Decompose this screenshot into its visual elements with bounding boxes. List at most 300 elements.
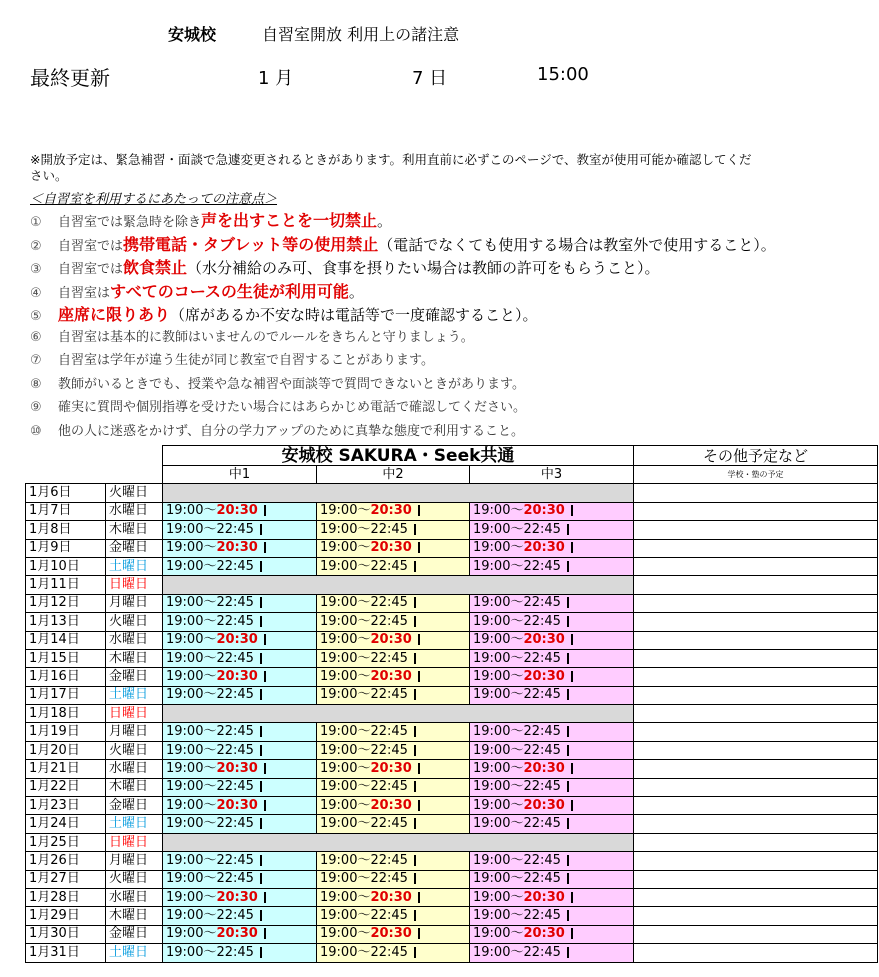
weekday-cell: 火曜日 [106,613,163,631]
grade-1-time-cell [163,723,317,741]
divider-mark [571,892,573,903]
date-cell: 1月15日 [26,649,106,667]
start-time: 19:00～ [473,521,524,537]
grade-2-time-cell [317,907,470,925]
grade-2-time-cell [317,723,470,741]
start-time: 19:00～ [473,503,524,519]
grade-2-time-cell [317,686,470,704]
weekday-cell: 水曜日 [106,631,163,649]
divider-mark [264,671,266,682]
date-cell: 1月26日 [26,852,106,870]
start-time: 19:00～ [320,558,371,574]
weekday-cell: 日曜日 [106,705,163,723]
start-time: 19:00～ [166,852,217,868]
divider-mark [571,671,573,682]
weekday-cell: 日曜日 [106,833,163,851]
date-cell: 1月9日 [26,539,106,557]
date-cell: 1月29日 [26,907,106,925]
note-text: 他の人に迷惑をかけず、自分の学力アップのために真摯な態度で利用すること。 [58,423,525,439]
other-schedule-cell [634,539,878,557]
grade-1-time-cell [163,594,317,612]
other-schedule-cell [634,613,878,631]
end-time: 22:45 [370,650,408,666]
note-text: 自習室では緊急時を除き [58,215,202,230]
note-emphasis: 携帯電話・タブレット等の使用禁止 [123,234,379,254]
divider-mark [414,910,416,921]
note-number: ⑨ [30,400,42,415]
weekday-cell: 金曜日 [106,797,163,815]
divider-mark [414,781,416,792]
end-time: 20:30 [370,926,412,942]
grade-3-time-cell [470,944,634,962]
grade-2-time-cell [317,502,470,520]
start-time: 19:00～ [166,521,217,537]
other-schedule-cell [634,502,878,520]
weekday-cell: 火曜日 [106,870,163,888]
last-updated-label: 最終更新 [30,66,110,90]
grade-3-time-cell [470,594,634,612]
end-time: 20:30 [523,926,565,942]
grade-1-time-cell [163,778,317,796]
grade-2-time-cell [317,852,470,870]
start-time: 19:00～ [320,595,371,611]
date-cell: 1月13日 [26,613,106,631]
start-time: 19:00～ [473,944,524,960]
grade-1-time-cell [163,907,317,925]
end-time: 22:45 [370,871,408,887]
note-item [30,326,474,345]
end-time: 22:45 [216,742,254,758]
start-time: 19:00～ [166,595,217,611]
divider-mark [567,873,569,884]
other-schedule-cell [634,778,878,796]
table-row [26,502,878,520]
weekday-cell: 火曜日 [106,484,163,502]
note-number: ① [30,215,42,230]
start-time: 19:00～ [320,521,371,537]
divider-mark [264,542,266,553]
end-time: 20:30 [216,797,258,813]
end-time: 20:30 [523,503,565,519]
divider-mark [418,671,420,682]
divider-mark [567,855,569,866]
start-time: 19:00～ [320,944,371,960]
weekday-cell: 火曜日 [106,741,163,759]
grade-3-time-cell [470,925,634,943]
end-time: 22:45 [370,687,408,703]
start-time: 19:00～ [166,613,217,629]
end-time: 22:45 [216,595,254,611]
start-time: 19:00～ [473,816,524,832]
grade-2-time-cell [317,944,470,962]
divider-mark [260,597,262,608]
end-time: 20:30 [523,668,565,684]
note-emphasis: 座席に限りあり [58,305,171,324]
weekday-cell: 木曜日 [106,649,163,667]
other-schedule-cell [634,870,878,888]
other-schedule-cell [634,907,878,925]
weekday-cell: 土曜日 [106,815,163,833]
note-item [30,349,434,368]
grade-2-time-cell [317,649,470,667]
divider-mark [264,800,266,811]
grade-2-time-cell [317,797,470,815]
grade-1-time-cell [163,760,317,778]
grade-1-time-cell [163,870,317,888]
grade-2-time-cell [317,925,470,943]
other-schedule-cell [634,705,878,723]
divider-mark [260,726,262,737]
table-row [26,594,878,612]
grade-3-time-cell [470,778,634,796]
end-time: 22:45 [523,650,561,666]
date-cell: 1月22日 [26,778,106,796]
note-number: ⑤ [30,309,42,324]
grade-2-time-cell [317,778,470,796]
start-time: 19:00～ [166,889,217,905]
end-time: 22:45 [216,816,254,832]
start-time: 19:00～ [166,650,217,666]
note-text: 自習室は基本的に教師はいませんのでルールをきちんと守りましょう。 [58,329,474,345]
start-time: 19:00～ [320,724,371,740]
divider-mark [571,542,573,553]
start-time: 19:00～ [166,926,217,942]
grade-2-time-cell [317,521,470,539]
table-row [26,815,878,833]
date-cell: 1月24日 [26,815,106,833]
divider-mark [567,726,569,737]
note-number: ⑩ [30,423,42,439]
grade-1-time-cell [163,631,317,649]
end-time: 22:45 [370,521,408,537]
end-time: 22:45 [370,852,408,868]
divider-mark [414,653,416,664]
divider-mark [264,634,266,645]
end-time: 20:30 [216,540,258,556]
divider-mark [418,542,420,553]
closed-cell [163,484,634,502]
divider-mark [414,726,416,737]
start-time: 19:00～ [473,926,524,942]
note-item [30,232,776,255]
table-row [26,631,878,649]
end-time: 22:45 [216,558,254,574]
divider-mark [418,634,420,645]
grade-1-time-cell [163,557,317,575]
grade-1-time-cell [163,944,317,962]
start-time: 19:00～ [166,503,217,519]
divider-mark [571,505,573,516]
school-name: 安城校 [168,25,217,44]
start-time: 19:00～ [320,742,371,758]
grade-3-time-cell [470,521,634,539]
table-row [26,833,878,851]
grade-3-time-cell [470,557,634,575]
end-time: 20:30 [216,668,258,684]
updated-month: 1 月 [258,68,294,89]
other-schedule-cell [634,686,878,704]
end-time: 22:45 [216,852,254,868]
divider-mark [567,524,569,535]
end-time: 22:45 [370,595,408,611]
note-item [30,373,525,392]
other-schedule-cell [634,760,878,778]
other-schedule-cell [634,631,878,649]
grade-3-time-cell [470,760,634,778]
start-time: 19:00～ [166,724,217,740]
table-row [26,613,878,631]
divider-mark [260,781,262,792]
divider-mark [418,505,420,516]
divider-mark [571,763,573,774]
start-time: 19:00～ [320,926,371,942]
grade-1-time-cell [163,925,317,943]
weekday-cell: 土曜日 [106,557,163,575]
grade-1-time-cell [163,668,317,686]
other-schedule-cell [634,944,878,962]
divider-mark [260,818,262,829]
table-row [26,521,878,539]
divider-mark [264,892,266,903]
grade-2-time-cell [317,631,470,649]
other-schedule-cell [634,833,878,851]
grade-1-header: 中1 [163,466,317,484]
note-number: ⑥ [30,329,42,345]
updated-time: 15:00 [537,64,589,85]
other-schedule-cell [634,741,878,759]
grade-1-time-cell [163,539,317,557]
grade-3-time-cell [470,907,634,925]
table-row [26,539,878,557]
date-cell: 1月27日 [26,870,106,888]
start-time: 19:00～ [473,687,524,703]
end-time: 22:45 [523,613,561,629]
table-title: 安城校 SAKURA・Seek共通 [163,446,634,466]
end-time: 20:30 [523,632,565,648]
grade-1-time-cell [163,852,317,870]
start-time: 19:00～ [473,871,524,887]
start-time: 19:00～ [166,742,217,758]
end-time: 22:45 [523,944,561,960]
start-time: 19:00～ [320,797,371,813]
note-text: 自習室は [58,285,111,301]
end-time: 22:45 [216,613,254,629]
divider-mark [571,634,573,645]
end-time: 22:45 [523,779,561,795]
table-row [26,649,878,667]
grade-3-header: 中3 [470,466,634,484]
closed-cell [163,576,634,594]
start-time: 19:00～ [473,724,524,740]
grade-2-header: 中2 [317,466,470,484]
note-item [30,279,364,302]
start-time: 19:00～ [320,852,371,868]
end-time: 22:45 [523,908,561,924]
date-cell: 1月12日 [26,594,106,612]
date-cell: 1月21日 [26,760,106,778]
grade-3-time-cell [470,815,634,833]
grade-2-time-cell [317,741,470,759]
divider-mark [414,818,416,829]
divider-mark [260,653,262,664]
schedule-table [25,445,878,963]
end-time: 20:30 [370,540,412,556]
note-text: （席があるか不安な時は電話等で一度確認すること）。 [170,306,538,324]
divider-mark [414,873,416,884]
other-schedule-cell [634,815,878,833]
divider-mark [260,910,262,921]
divider-mark [260,947,262,958]
weekday-cell: 水曜日 [106,760,163,778]
divider-mark [414,616,416,627]
grade-3-time-cell [470,888,634,906]
divider-mark [567,689,569,700]
end-time: 20:30 [216,760,258,776]
grade-3-time-cell [470,613,634,631]
other-schedule-cell [634,557,878,575]
weekday-cell: 月曜日 [106,723,163,741]
divider-mark [264,505,266,516]
note-text: 。 [377,212,393,230]
notes-heading: ＜自習室を利用するにあたっての注意点＞ [30,192,278,207]
note-emphasis: 声を出すことを一切禁止 [201,211,378,230]
end-time: 20:30 [370,797,412,813]
start-time: 19:00～ [473,540,524,556]
divider-mark [414,689,416,700]
end-time: 20:30 [370,760,412,776]
grade-2-time-cell [317,539,470,557]
other-schedule-cell [634,852,878,870]
table-row [26,907,878,925]
start-time: 19:00～ [473,595,524,611]
divider-mark [418,928,420,939]
end-time: 22:45 [216,779,254,795]
start-time: 19:00～ [166,779,217,795]
divider-mark [418,892,420,903]
other-schedule-cell [634,594,878,612]
divider-mark [567,910,569,921]
note-item [30,420,524,439]
grade-1-time-cell [163,613,317,631]
table-row [26,778,878,796]
end-time: 22:45 [370,816,408,832]
table-row [26,944,878,962]
weekday-cell: 水曜日 [106,502,163,520]
start-time: 19:00～ [320,908,371,924]
start-time: 19:00～ [473,613,524,629]
date-cell: 1月19日 [26,723,106,741]
end-time: 22:45 [216,521,254,537]
start-time: 19:00～ [473,779,524,795]
start-time: 19:00～ [166,668,217,684]
date-cell: 1月31日 [26,944,106,962]
table-row [26,686,878,704]
date-cell: 1月8日 [26,521,106,539]
end-time: 22:45 [216,908,254,924]
grade-3-time-cell [470,723,634,741]
date-cell: 1月30日 [26,925,106,943]
start-time: 19:00～ [166,760,217,776]
end-time: 22:45 [370,613,408,629]
end-time: 20:30 [370,503,412,519]
date-cell: 1月7日 [26,502,106,520]
start-time: 19:00～ [473,558,524,574]
end-time: 22:45 [370,779,408,795]
end-time: 20:30 [523,540,565,556]
end-time: 20:30 [523,760,565,776]
end-time: 22:45 [523,521,561,537]
grade-2-time-cell [317,557,470,575]
weekday-cell: 金曜日 [106,925,163,943]
grade-3-time-cell [470,797,634,815]
grade-3-time-cell [470,686,634,704]
divider-mark [414,597,416,608]
date-cell: 1月28日 [26,888,106,906]
table-row [26,484,878,502]
start-time: 19:00～ [473,650,524,666]
table-row [26,723,878,741]
start-time: 19:00～ [473,908,524,924]
weekday-cell: 土曜日 [106,686,163,704]
divider-mark [571,928,573,939]
start-time: 19:00～ [473,852,524,868]
end-time: 22:45 [216,871,254,887]
divider-mark [260,745,262,756]
date-cell: 1月25日 [26,833,106,851]
divider-mark [414,745,416,756]
start-time: 19:00～ [320,613,371,629]
other-schedule-cell [634,649,878,667]
end-time: 22:45 [370,742,408,758]
start-time: 19:00～ [320,871,371,887]
weekday-cell: 月曜日 [106,594,163,612]
start-time: 19:00～ [166,558,217,574]
end-time: 22:45 [216,944,254,960]
other-subtitle: 学校・塾の予定 [634,466,878,484]
table-row [26,870,878,888]
grade-2-time-cell [317,668,470,686]
grade-2-time-cell [317,613,470,631]
start-time: 19:00～ [320,503,371,519]
end-time: 22:45 [523,558,561,574]
grade-2-time-cell [317,888,470,906]
closed-cell [163,705,634,723]
start-time: 19:00～ [473,797,524,813]
note-item [30,302,538,325]
divider-mark [567,818,569,829]
start-time: 19:00～ [166,871,217,887]
start-time: 19:00～ [473,742,524,758]
page-title: 自習室開放 利用上の諸注意 [262,25,460,44]
note-text: 教師がいるときでも、授業や急な補習や面談等で質問できないときがあります。 [58,376,525,392]
table-row [26,668,878,686]
divider-mark [567,947,569,958]
weekday-cell: 土曜日 [106,944,163,962]
start-time: 19:00～ [473,889,524,905]
divider-mark [260,689,262,700]
table-row [26,888,878,906]
closed-cell [163,833,634,851]
end-time: 22:45 [523,871,561,887]
end-time: 20:30 [216,503,258,519]
table-row [26,557,878,575]
weekday-cell: 木曜日 [106,778,163,796]
date-cell: 1月16日 [26,668,106,686]
start-time: 19:00～ [166,540,217,556]
start-time: 19:00～ [320,760,371,776]
divider-mark [260,561,262,572]
end-time: 22:45 [523,687,561,703]
